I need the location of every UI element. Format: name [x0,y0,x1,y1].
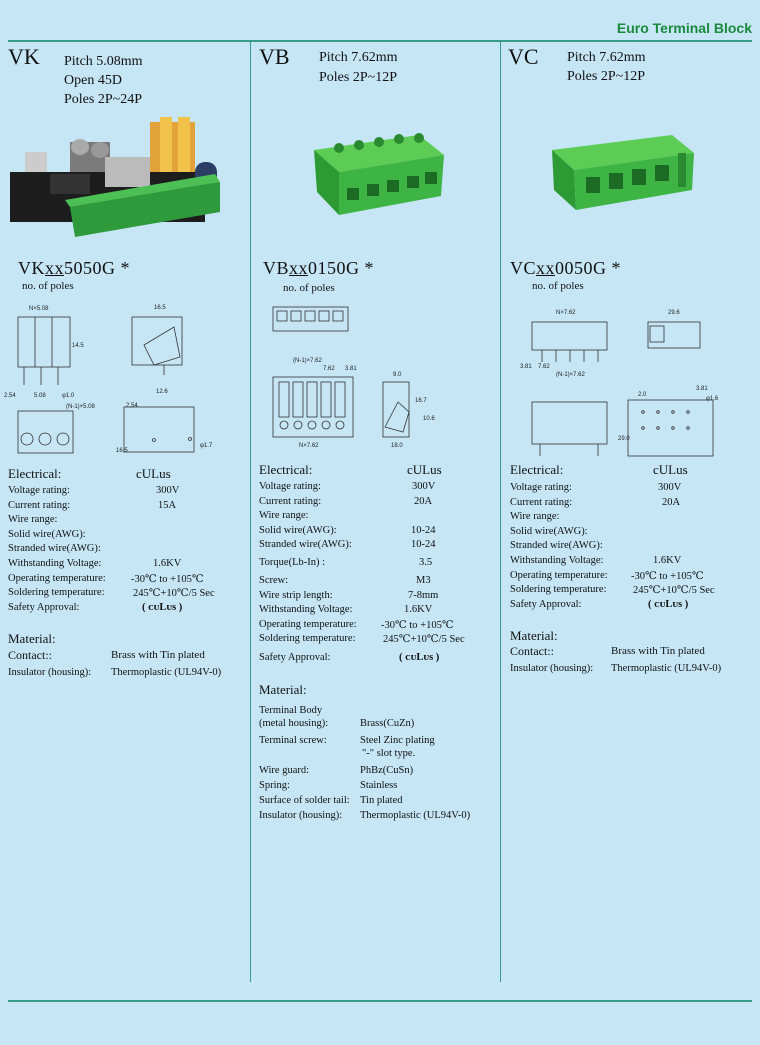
material-row: Spring: Stainless [259,780,398,791]
dim-label: (N-1)×7.62 [293,358,322,364]
dim-label: 2.54 [4,393,16,399]
dim-label: 29.0 [618,436,630,442]
electrical-specs [8,485,248,616]
material-row: (metal housing): Brass(CuZn) [259,718,415,729]
spec-pitch: Pitch 7.62mm [319,50,398,65]
electrical-standard: cULus [653,462,688,477]
material-title: Material: [8,631,56,646]
series-code: VC [508,44,539,69]
spec-row: Safety Approval: ( ᴄᴜLᴜs ) [510,598,689,610]
dim-label: (N-1)×7.62 [556,372,585,378]
spec-row: Solid wire(AWG): [510,525,588,537]
no-of-poles-label: no. of poles [283,282,335,294]
model-number: VCxx0050G * [510,258,622,278]
spec-row: Solid wire(AWG): [8,528,86,540]
material-title: Material: [259,682,307,697]
electrical-standard: cULus [407,462,442,477]
column-divider [250,42,251,982]
electrical-specs [259,481,499,672]
spec-poles: Poles 2P~24P [64,92,142,107]
product-photo-vb-plug [309,130,449,220]
material-row: Contact:: Brass with Tin plated [510,644,705,658]
electrical-specs [510,482,750,613]
material-row: Terminal Body [259,705,323,716]
spec-row: Current rating: 20A [510,496,681,508]
dim-label: 2.54 [126,403,138,409]
electrical-title: Electrical: [510,462,564,477]
spec-row: Stranded wire(AWG): [510,540,603,552]
dim-label: 3.81 [520,364,532,370]
spec-row: Voltage rating: 300V [8,485,180,496]
dim-label: 16.5 [154,305,166,311]
spec-row: Wire range: [510,511,560,523]
spec-pitch: Pitch 5.08mm [64,54,143,69]
product-photo-vk-pcb [10,112,225,242]
spec-row: Withstanding Voltage: 1.6KV [510,554,682,566]
material-specs [510,644,750,678]
electrical-standard: cULus [136,466,171,481]
spec-row: Stranded wire(AWG): [8,543,101,555]
spec-row: Current rating: 20A [259,495,433,507]
dim-label: 5.08 [34,393,46,399]
material-specs [8,648,248,682]
dim-label: 14.5 [72,343,84,349]
spec-row: Withstanding Voltage: 1.6KV [259,604,433,616]
material-row: Terminal screw: Steel Zinc plating [259,735,435,746]
dim-label: φ1.0 [62,393,75,399]
bottom-rule [8,1000,752,1002]
dim-label: 7.62 [323,366,335,372]
electrical-title: Electrical: [8,466,62,481]
spec-row: Voltage rating: 300V [259,481,436,492]
dim-label: 29.6 [668,310,680,316]
no-of-poles-label: no. of poles [532,280,584,292]
dim-label: φ1.7 [200,443,213,449]
dim-label: 2.0 [638,392,647,398]
dim-label: 12.6 [156,389,168,395]
top-rule [8,40,752,42]
header-title: Euro Terminal Block [616,20,752,36]
spec-open: Open 45D [64,73,122,88]
dim-label: 3.81 [345,366,357,372]
spec-row: Wire range: [8,514,58,526]
dim-label: N×7.62 [556,310,576,316]
spec-row: Withstanding Voltage: 1.6KV [8,557,182,569]
material-row: Surface of solder tail: Tin plated [259,795,403,806]
material-row: Insulator (housing): Thermoplastic (UL94V-0) [510,663,722,674]
no-of-poles-label: no. of poles [22,280,74,292]
spec-row: Soldering temperature: 245℃+10℃/5 Sec [510,584,715,597]
dimension-drawing-vb [263,302,443,452]
dim-label: φ1.6 [706,396,719,402]
spec-row: Safety Approval: ( ᴄᴜLᴜs ) [8,601,183,613]
spec-row: Wire strip length: 7-8mm [259,589,439,601]
material-row: Insulator (housing): Thermoplastic (UL94V-0) [8,667,222,678]
column-divider [500,42,501,982]
material-row: Contact:: Brass with Tin plated [8,648,205,662]
material-row: "-" slot type. [362,748,416,759]
dim-label: 7.62 [538,364,550,370]
dimension-drawing-vk [4,297,229,482]
electrical-title: Electrical: [259,462,313,477]
dim-label: 9.0 [393,372,402,378]
dimension-drawing-vc [518,300,728,460]
spec-row: Voltage rating: 300V [510,482,682,493]
dim-label: (N-1)×5.08 [66,404,95,410]
spec-row: Soldering temperature: 245℃+10℃/5 Sec [8,587,215,600]
model-number: VKxx5050G * [18,258,130,278]
product-photo-vc-header [552,135,702,215]
spec-row: Solid wire(AWG): 10-24 [259,524,436,536]
spec-row: Operating temperature: -30℃ to +105℃ [259,618,454,631]
spec-row: Wire range: [259,510,309,522]
series-code: VB [259,44,290,69]
spec-row: Stranded wire(AWG): 10-24 [259,539,436,551]
spec-pitch: Pitch 7.62mm [567,50,646,65]
material-title: Material: [510,628,558,643]
material-row: Insulator (housing): Thermoplastic (UL94V-0) [259,810,471,821]
series-code: VK [8,44,40,69]
dim-label: 3.81 [696,386,708,392]
model-number: VBxx0150G * [263,258,375,278]
spec-poles: Poles 2P~12P [319,70,397,85]
spec-row: Safety Approval: ( ᴄᴜLᴜs ) [259,651,440,663]
dim-label: 18.0 [391,443,403,449]
dim-label: N×7.62 [299,443,319,449]
spec-poles: Poles 2P~12P [567,69,645,84]
spec-row: Screw: M3 [259,574,431,586]
dim-label: 16.5 [116,448,128,454]
material-row: Wire guard: PhBz(CuSn) [259,765,414,776]
spec-row: Torque(Lb-In) : 3.5 [259,556,433,568]
material-specs [259,704,499,824]
dim-label: 16.7 [415,398,427,404]
spec-row: Soldering temperature: 245℃+10℃/5 Sec [259,633,465,646]
dim-label: N×5.08 [29,306,49,312]
spec-row: Current rating: 15A [8,499,177,511]
spec-row: Operating temperature: -30℃ to +105℃ [510,569,704,582]
dim-label: 10.6 [423,416,435,422]
spec-row: Operating temperature: -30℃ to +105℃ [8,572,204,585]
